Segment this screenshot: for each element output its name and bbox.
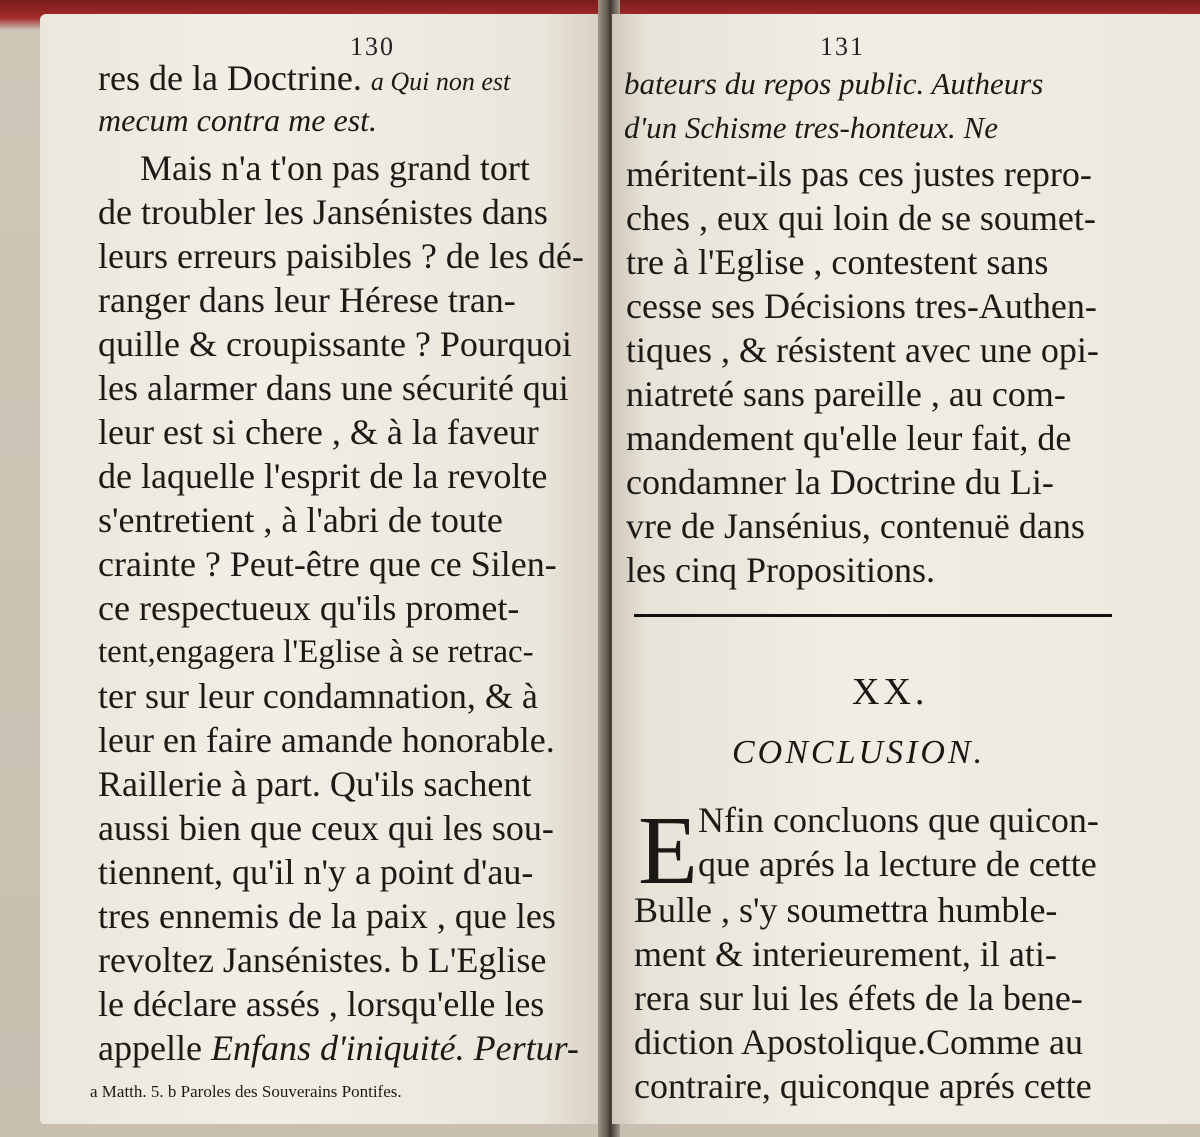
footnote-ref-a: a Qui non est: [370, 67, 511, 96]
section-number: XX.: [852, 671, 929, 713]
text-line: de laquelle l'esprit de la revolte: [98, 456, 548, 496]
section-divider: [634, 614, 1112, 617]
drop-cap: E: [638, 797, 698, 905]
footnote: a Matth. 5. b Paroles des Souverains Pontifes.: [90, 1082, 402, 1101]
text-line: Nfin concluons que quicon-: [698, 800, 1099, 840]
text-line: Raillerie à part. Qu'ils sachent: [98, 764, 532, 804]
text-line: rera sur lui les éfets de la bene-: [634, 978, 1083, 1018]
text-line: tre à l'Eglise , contestent sans: [626, 242, 1049, 282]
text-line: contraire, quiconque aprés cette: [634, 1066, 1092, 1106]
text-span: appelle: [98, 1028, 211, 1068]
text-line: ter sur leur condamnation, & à: [98, 676, 538, 716]
text-line: Mais n'a t'on pas grand tort: [140, 148, 530, 188]
text-line: tiennent, qu'il n'y a point d'au-: [98, 852, 534, 892]
text-line: leur est si chere , & à la faveur: [98, 412, 539, 452]
text-line: que aprés la lecture de cette: [698, 844, 1097, 884]
page-number-right: 131: [820, 32, 865, 61]
text-line: tent,engagera l'Eglise à se retrac-: [98, 634, 534, 670]
text-line: de troubler les Jansénistes dans: [98, 192, 548, 232]
italic-phrase: Enfans d'iniquité. Pertur-: [210, 1028, 579, 1068]
text-span: res de la Doctrine.: [98, 58, 371, 98]
text-line: mandement qu'elle leur fait, de: [626, 418, 1072, 458]
text-line: diction Apostolique.Comme au: [634, 1022, 1083, 1062]
text-line: bateurs du repos public. Autheurs: [624, 66, 1044, 101]
text-line: d'un Schisme tres-honteux. Ne: [624, 110, 998, 145]
text-line: ce respectueux qu'ils promet-: [98, 588, 520, 628]
text-line: s'entretient , à l'abri de toute: [98, 500, 503, 540]
text-line: tres ennemis de la paix , que les: [98, 896, 556, 936]
text-span: revoltez Jansénistes.: [98, 940, 401, 980]
text-line: niatreté sans pareille , au com-: [626, 374, 1066, 414]
text-line: les alarmer dans une sécurité qui: [98, 368, 569, 408]
text-line: cesse ses Décisions tres-Authen-: [626, 286, 1097, 326]
text-line: mecum contra me est.: [98, 102, 378, 138]
text-line: aussi bien que ceux qui les sou-: [98, 808, 554, 848]
page-number-left: 130: [350, 32, 395, 61]
text-line: [98, 58, 510, 102]
left-page: [40, 14, 608, 1124]
text-line: vre de Jansénius, contenuë dans: [626, 506, 1085, 546]
footnote-ref-b: b L'Eglise: [400, 940, 547, 980]
text-line: tiques , & résistent avec une opi-: [626, 330, 1099, 370]
text-line: méritent-ils pas ces justes repro-: [626, 154, 1092, 194]
text-line: [98, 1028, 579, 1068]
text-line: les cinq Propositions.: [626, 550, 936, 590]
text-line: ches , eux qui loin de se soumet-: [626, 198, 1096, 238]
text-line: le déclare assés , lorsqu'elle les: [98, 984, 545, 1024]
text-line: [98, 940, 546, 980]
right-page: [612, 14, 1200, 1124]
section-title: CONCLUSION.: [732, 734, 986, 771]
text-line: leur en faire amande honorable.: [98, 720, 555, 760]
text-line: quille & croupissante ? Pourquoi: [98, 324, 572, 364]
text-line: ranger dans leur Hérese tran-: [98, 280, 516, 320]
text-line: leurs erreurs paisibles ? de les dé-: [98, 236, 584, 276]
text-line: Bulle , s'y soumettra humble-: [634, 890, 1058, 930]
text-line: ment & interieurement, il ati-: [634, 934, 1057, 974]
text-line: crainte ? Peut-être que ce Silen-: [98, 544, 557, 584]
text-line: condamner la Doctrine du Li-: [626, 462, 1054, 502]
